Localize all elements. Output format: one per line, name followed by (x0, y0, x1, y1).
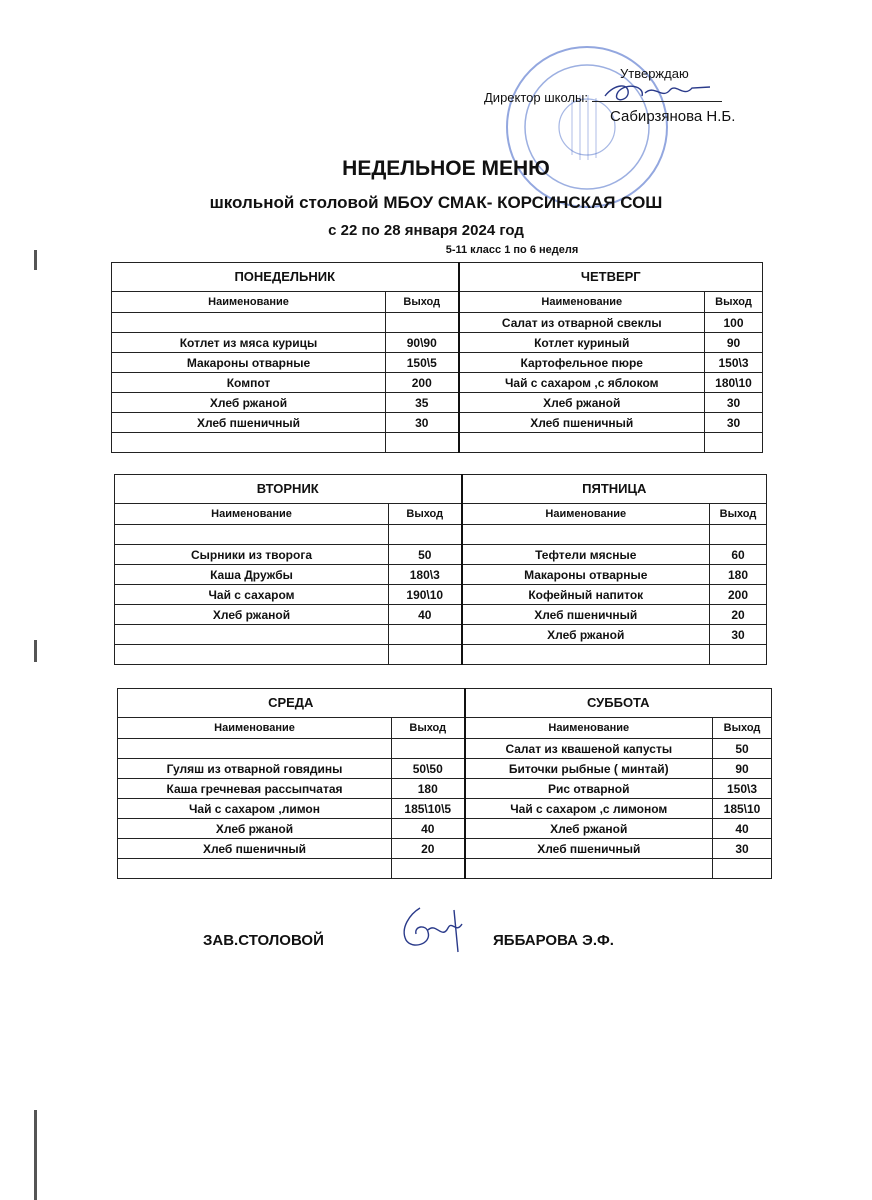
dish-output: 20 (710, 605, 767, 625)
menu-subtitle: школьной столовой МБОУ СМАК- КОРСИНСКАЯ СОШ (209, 193, 663, 212)
table-row (112, 353, 763, 373)
dish-output: 200 (386, 373, 459, 393)
dish-output (392, 859, 465, 879)
class-week-label: 5-11 класс 1 по 6 неделя (445, 244, 579, 256)
dish-output (713, 859, 772, 879)
dish-name (112, 313, 386, 333)
dish-name: Хлеб пшеничный (459, 413, 705, 433)
dish-name (465, 859, 713, 879)
col-name-header: Наименование (112, 292, 386, 313)
table-row (118, 759, 772, 779)
menu-title: НЕДЕЛЬНОЕ МЕНЮ (342, 157, 550, 180)
dish-output (389, 625, 462, 645)
dish-output: 50\50 (392, 759, 465, 779)
dish-name: Салат из отварной свеклы (459, 313, 705, 333)
day-title-right: ЧЕТВЕРГ (459, 263, 763, 292)
dish-name: Хлеб пшеничный (462, 605, 710, 625)
day-title-right: СУББОТА (465, 689, 772, 718)
table-row (115, 585, 767, 605)
table-row (118, 799, 772, 819)
menu-table-mon-thu (111, 262, 763, 453)
dish-output: 180\3 (389, 565, 462, 585)
dish-output: 30 (705, 413, 763, 433)
col-output-header: Выход (389, 504, 462, 525)
dish-output: 180 (392, 779, 465, 799)
column-header-row (118, 718, 772, 739)
dish-output: 185\10 (713, 799, 772, 819)
dish-name: Котлет куриный (459, 333, 705, 353)
dish-output (392, 739, 465, 759)
column-header-row (115, 504, 767, 525)
col-name-header: Наименование (459, 292, 705, 313)
table-row (115, 545, 767, 565)
dish-name: Чай с сахаром ,с яблоком (459, 373, 705, 393)
dish-name: Хлеб ржаной (118, 819, 392, 839)
dish-name: Макароны отварные (462, 565, 710, 585)
dish-output: 90 (705, 333, 763, 353)
col-name-header: Наименование (115, 504, 389, 525)
dish-output: 40 (389, 605, 462, 625)
dish-output: 30 (705, 393, 763, 413)
menu-dates: с 22 по 28 января 2024 год (328, 222, 524, 239)
dish-name: Хлеб ржаной (462, 625, 710, 645)
approve-label: Утверждаю (620, 66, 689, 81)
dish-output (705, 433, 763, 453)
dish-output: 35 (386, 393, 459, 413)
dish-output: 200 (710, 585, 767, 605)
dish-name: Гуляш из отварной говядины (118, 759, 392, 779)
dish-output: 50 (389, 545, 462, 565)
col-name-header: Наименование (118, 718, 392, 739)
menu-table-wed-sat (117, 688, 772, 879)
table-row (115, 605, 767, 625)
dish-name: Хлеб ржаной (115, 605, 389, 625)
table-row (115, 525, 767, 545)
dish-output: 30 (386, 413, 459, 433)
dish-name: Хлеб пшеничный (118, 839, 392, 859)
table-row (118, 839, 772, 859)
dish-name (118, 739, 392, 759)
dish-output: 40 (713, 819, 772, 839)
dish-name (459, 433, 705, 453)
dish-name: Биточки рыбные ( минтай) (465, 759, 713, 779)
col-name-header: Наименование (462, 504, 710, 525)
dish-name: Тефтели мясные (462, 545, 710, 565)
dish-output: 190\10 (389, 585, 462, 605)
menu-table-tue-fri (114, 474, 767, 665)
dish-name: Хлеб пшеничный (112, 413, 386, 433)
dish-output (389, 525, 462, 545)
table-row (118, 739, 772, 759)
day-title-right: ПЯТНИЦА (462, 475, 767, 504)
dish-name: Картофельное пюре (459, 353, 705, 373)
dish-name: Компот (112, 373, 386, 393)
director-label: Директор школы: (484, 90, 588, 105)
dish-name: Сырники из творога (115, 545, 389, 565)
dish-output: 185\10\5 (392, 799, 465, 819)
day-title-left: ВТОРНИК (115, 475, 462, 504)
dish-output (389, 645, 462, 665)
dish-name: Хлеб пшеничный (465, 839, 713, 859)
dish-output: 90\90 (386, 333, 459, 353)
dish-output: 180 (710, 565, 767, 585)
column-header-row (112, 292, 763, 313)
dish-name (462, 525, 710, 545)
day-row (115, 475, 767, 504)
director-signature (600, 78, 715, 108)
table-row (112, 373, 763, 393)
dish-output: 90 (713, 759, 772, 779)
table-row (112, 433, 763, 453)
dish-name: Макароны отварные (112, 353, 386, 373)
dish-output: 30 (713, 839, 772, 859)
scan-edge-mark (34, 250, 37, 270)
canteen-head-role: ЗАВ.СТОЛОВОЙ (203, 932, 324, 949)
dish-output: 150\5 (386, 353, 459, 373)
dish-output: 50 (713, 739, 772, 759)
day-row (118, 689, 772, 718)
canteen-head-name: ЯББАРОВА Э.Ф. (493, 932, 614, 949)
day-row (112, 263, 763, 292)
dish-output (710, 645, 767, 665)
dish-output (710, 525, 767, 545)
dish-output: 150\3 (705, 353, 763, 373)
table-row (112, 413, 763, 433)
dish-name: Хлеб ржаной (112, 393, 386, 413)
dish-output: 180\10 (705, 373, 763, 393)
dish-name: Кофейный напиток (462, 585, 710, 605)
dish-name (115, 525, 389, 545)
day-title-left: СРЕДА (118, 689, 465, 718)
dish-name: Котлет из мяса курицы (112, 333, 386, 353)
col-output-header: Выход (705, 292, 763, 313)
dish-output: 20 (392, 839, 465, 859)
col-output-header: Выход (392, 718, 465, 739)
table-row (115, 565, 767, 585)
dish-output: 30 (710, 625, 767, 645)
table-row (112, 393, 763, 413)
dish-output: 60 (710, 545, 767, 565)
scan-edge-mark (34, 1110, 37, 1200)
dish-name (115, 625, 389, 645)
dish-name (115, 645, 389, 665)
dish-output (386, 433, 459, 453)
table-row (115, 625, 767, 645)
dish-name: Каша гречневая рассыпчатая (118, 779, 392, 799)
table-row (118, 859, 772, 879)
dish-name: Чай с сахаром ,с лимоном (465, 799, 713, 819)
table-row (112, 313, 763, 333)
dish-name (112, 433, 386, 453)
dish-output (386, 313, 459, 333)
dish-name: Чай с сахаром ,лимон (118, 799, 392, 819)
dish-name: Салат из квашеной капусты (465, 739, 713, 759)
table-row (112, 333, 763, 353)
canteen-head-signature (392, 900, 472, 960)
table-row (115, 645, 767, 665)
table-row (118, 819, 772, 839)
day-title-left: ПОНЕДЕЛЬНИК (112, 263, 459, 292)
dish-name: Каша Дружбы (115, 565, 389, 585)
col-output-header: Выход (386, 292, 459, 313)
dish-name: Рис отварной (465, 779, 713, 799)
dish-name: Хлеб ржаной (459, 393, 705, 413)
scan-edge-mark (34, 640, 37, 662)
col-output-header: Выход (713, 718, 772, 739)
dish-name (118, 859, 392, 879)
dish-output: 150\3 (713, 779, 772, 799)
col-output-header: Выход (710, 504, 767, 525)
dish-output: 40 (392, 819, 465, 839)
dish-name (462, 645, 710, 665)
director-name: Сабирзянова Н.Б. (610, 108, 736, 125)
col-name-header: Наименование (465, 718, 713, 739)
table-row (118, 779, 772, 799)
dish-name: Чай с сахаром (115, 585, 389, 605)
dish-name: Хлеб ржаной (465, 819, 713, 839)
dish-output: 100 (705, 313, 763, 333)
